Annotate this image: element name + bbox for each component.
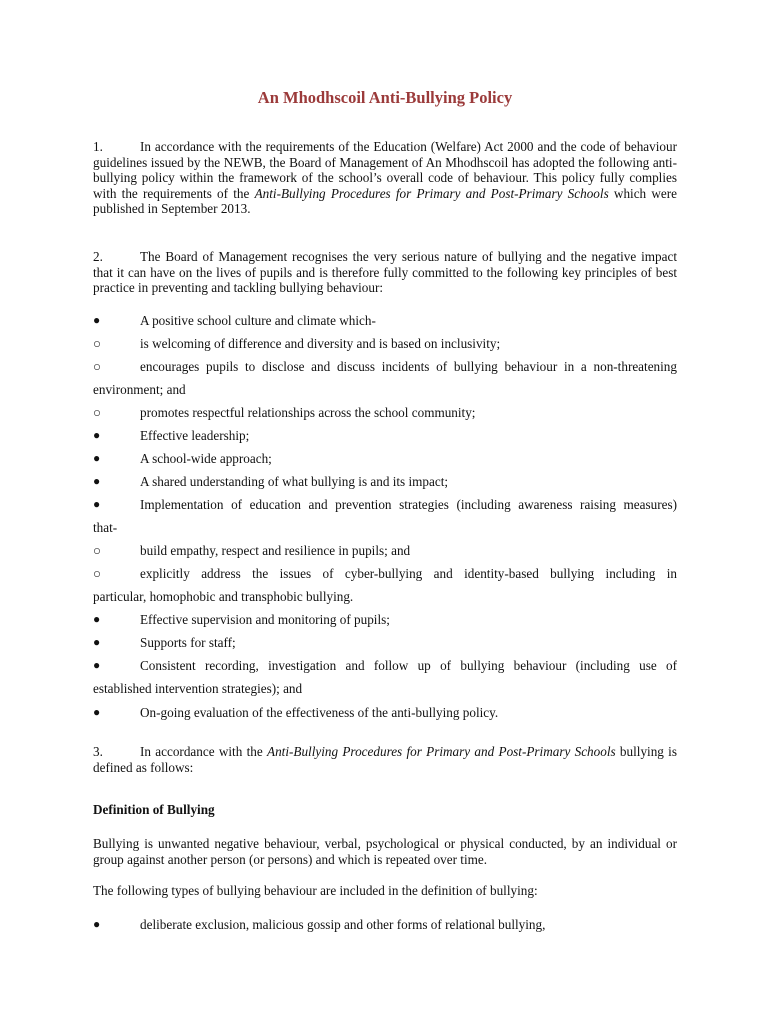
list-item-continuation: environment; and [93, 382, 186, 397]
document-reference: Anti-Bullying Procedures for Primary and Post-Primary Schools [254, 185, 609, 201]
paragraph-text: In accordance with the requirements of the Education (Welfare) Act 2000 and the code of behaviour guidelines issued by the NEWB, the Board of Management of An Mhodhscoil has adopted the following anti-bullying policy within the framework of the school’s overall code of behaviour. This policy fully complies with the requirements of the [93, 139, 677, 201]
bullet-icon: ● [93, 474, 101, 488]
document-reference: Anti-Bullying Procedures for Primary and Post-Primary Schools [267, 744, 616, 759]
bullet-icon: ● [93, 451, 101, 465]
circle-bullet-icon: ○ [93, 359, 101, 374]
bullet-icon: ● [93, 635, 101, 649]
paragraph-1 [93, 139, 677, 217]
paragraph-text: The Board of Management recognises the very serious nature of bullying and the negative impact that it can have on the lives of pupils and is therefore fully committed to the following key principles of best practice in preventing and tackling bullying behaviour: [93, 249, 677, 295]
section-heading: Definition of Bullying [93, 802, 215, 817]
bullet-icon: ● [93, 428, 101, 442]
definition-text: Bullying is unwanted negative behaviour, verbal, psychological or physical conducted, by an individual or group against another person (or persons) and which is repeated over time. [93, 836, 677, 867]
paragraph-number: 3. [93, 744, 103, 759]
document-page: An Mhodhscoil Anti-Bullying Policy 1. In accordance with the requirements of the Education (Welfare) Act 2000 and the code of behaviour guidelines issued by the NEWB, the Board of Management of An Mhodhscoil has adopted the following anti-bullying policy within the framework of the school’s overall code of behaviour. This policy fully complies with the requirements of the Anti-Bullying Procedures for Primary and Post-Primary Schools which were published in September 2013. 2. The Board of Management recognises the very serious nature of bullying and the negative impact that it can have on the lives of pupils and is therefore fully committed to the following key principles of best practice in preventing and tackling bullying behaviour: ● A positive school culture and climate which- ○ is welcoming of difference and diversity and is based on inclusivity; ○ encourages pupils to disclose and discuss incidents of bullying behaviour in a non-threatening environment; and ○ promotes respectful relationships across the school community; ● Effective leadership; ● A school-wide approach; ● A shared understanding of what bullying is and its impact; ● Implementation of education and prevention strategies (including awareness raising measures) that- ○ build empathy, respect and resilience in pupils; and ○ explicitly address the issues of cyber-bullying and identity-based bullying including in particular, homophobic and transphobic bullying. ● Effective supervision and monitoring of pupils; ● Supports for staff; ● Consistent recording, investigation and follow up of bullying behaviour (including use of established intervention strategies); and ● On-going evaluation of the effectiveness of the anti-bullying policy. 3. In accordance with the Anti-Bullying Procedures for Primary and Post-Primary Schools bullying is defined as follows: Definition of Bullying Bullying is unwanted negative behaviour, verbal, psychological or physical conducted, by an individual or group against another person (or persons) and which is repeated over time. The following types of bullying behaviour are included in the definition of bullying: ● deliberate exclusion, malicious gossip and other forms of relational bullying, [0, 0, 770, 1024]
bullet-icon: ● [93, 705, 101, 719]
paragraph-text: bullying is defined as follows: [93, 744, 677, 775]
circle-bullet-icon: ○ [93, 543, 101, 558]
paragraph-text: In accordance with the [140, 744, 268, 759]
bullet-icon: ● [93, 658, 101, 672]
page-title: An Mhodhscoil Anti-Bullying Policy [257, 88, 513, 107]
paragraph-text: which were published in September 2013. [93, 185, 677, 216]
circle-bullet-icon: ○ [93, 566, 101, 581]
list-item-continuation: particular, homophobic and transphobic bullying. [93, 589, 354, 604]
circle-bullet-icon: ○ [93, 336, 101, 351]
bullet-icon: ● [93, 497, 101, 511]
circle-bullet-icon: ○ [93, 405, 101, 420]
paragraph-2 [93, 249, 677, 296]
paragraph-number: 2. [93, 249, 103, 264]
bullet-icon: ● [93, 612, 101, 626]
bullet-icon: ● [93, 917, 101, 931]
bullet-icon: ● [93, 313, 101, 327]
list-item-continuation: that- [93, 520, 118, 535]
paragraph-3 [93, 744, 677, 775]
types-intro: The following types of bullying behaviour are included in the definition of bullying: [93, 883, 538, 898]
list-item-continuation: established intervention strategies); and [93, 681, 303, 696]
paragraph-number: 1. [93, 139, 103, 154]
